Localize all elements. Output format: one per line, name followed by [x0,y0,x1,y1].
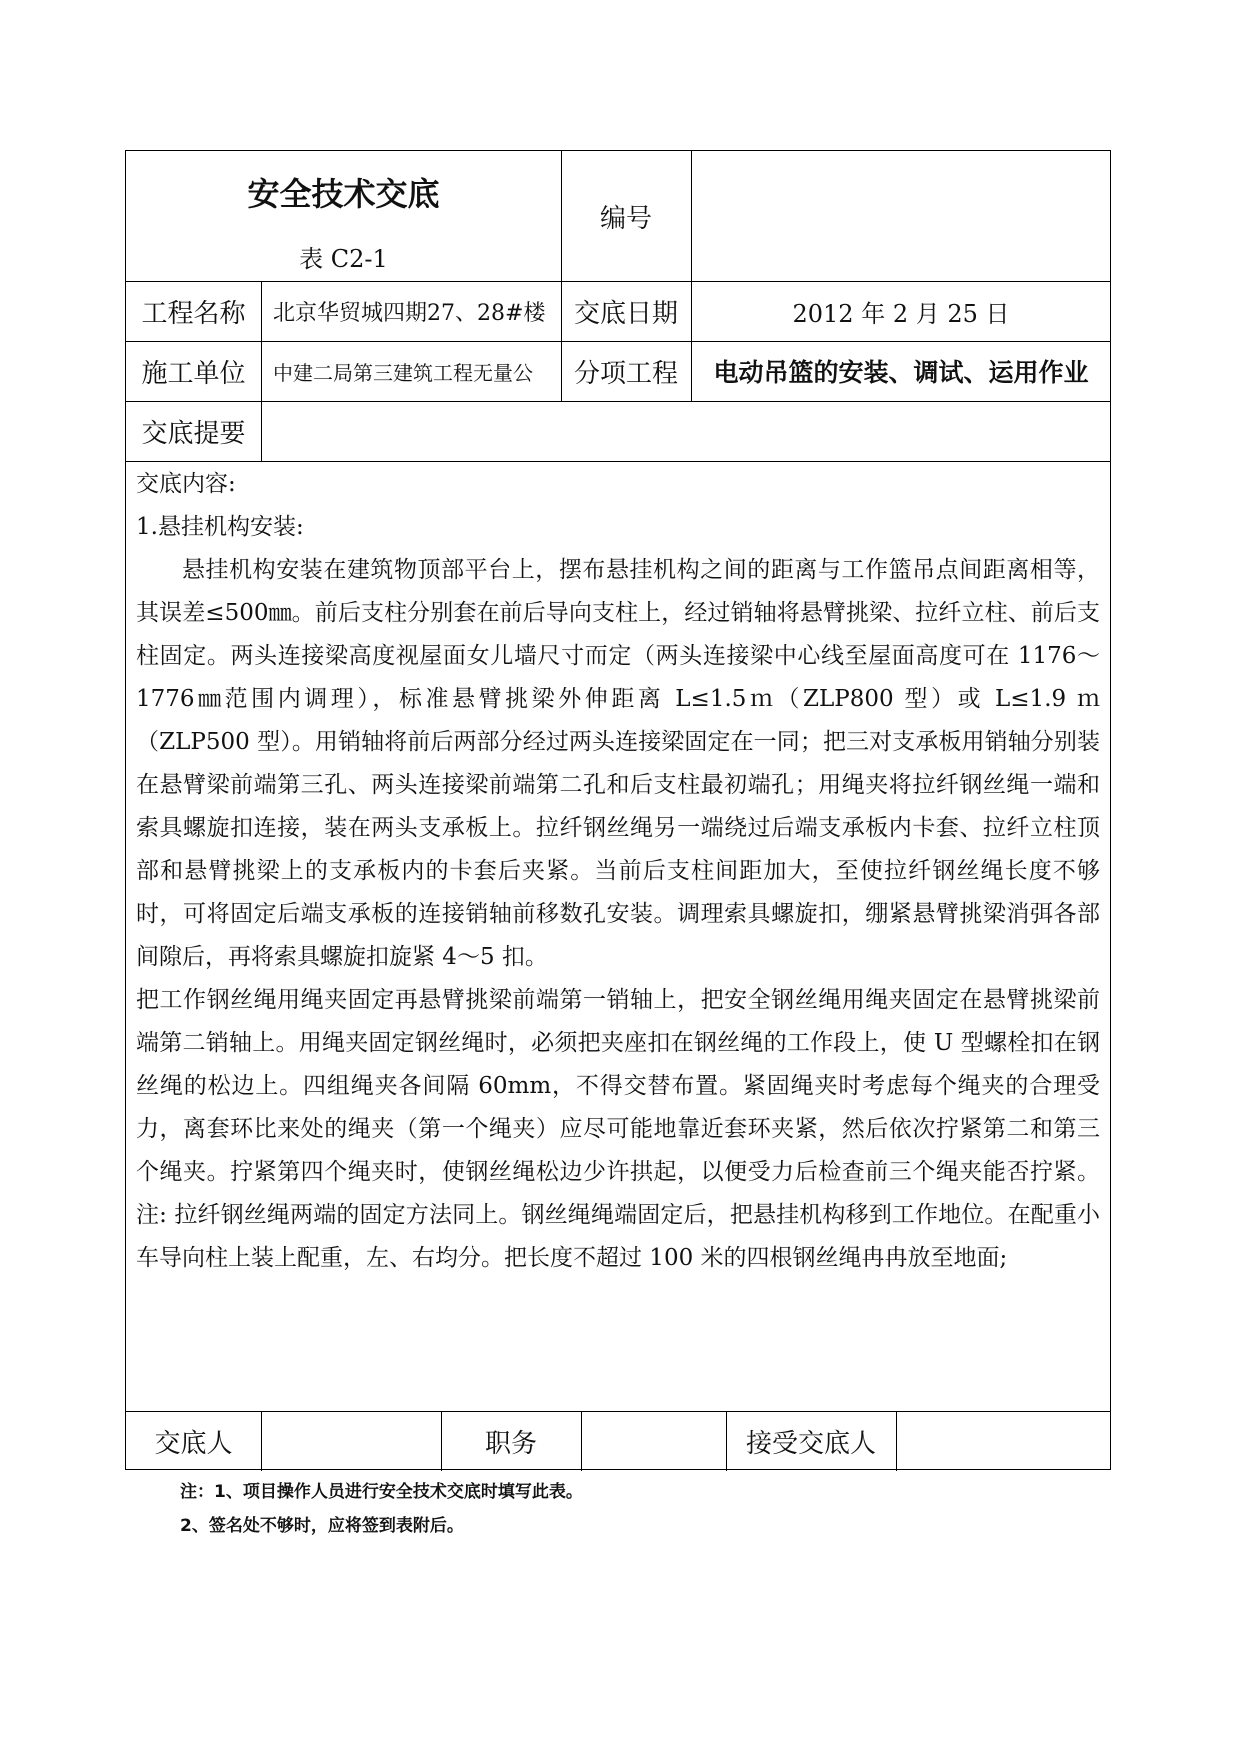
subproject-label: 分项工程 [573,358,678,389]
contractor-label: 施工单位 [141,358,246,389]
number-field[interactable] [691,151,1111,281]
note-line: 2、签名处不够时，应将签到表附后。 [180,1516,464,1536]
content-paragraph: 悬挂机构安装在建筑物顶部平台上，摆布悬挂机构之间的距离与工作篮吊点间距离相等，其误差≤500㎜。前后支柱分别套在前后导向支柱上，经过销轴将悬臂挑梁、拉纤立柱、前后支柱固定。两头连接梁高度视屋面女儿墙尺寸而定（两头连接梁中心线至屋面高度可在 1176～1776㎜范围内调理），标准悬臂挑梁外伸距离 L≤1.5ｍ（ZLP800 型）或 L≤1.9 ｍ（ZLP500 型）。用销轴将前后两部分经过两头连接梁固定在一同；把三对支承板用销轴分别装在悬臂梁前端第三孔、两头连接梁前端第二孔和后支柱最初端孔；用绳夹将拉纤钢丝绳一端和索具螺旋扣连接，装在两头支承板上。拉纤钢丝绳另一端绕过后端支承板内卡套、拉纤立柱顶部和悬臂挑梁上的支承板内的卡套后夹紧。当前后支柱间距加大，至使拉纤钢丝绳长度不够时，可将固定后端支承板的连接销轴前移数孔安装。调理索具螺旋扣，绷紧悬臂挑梁消弭各部间隙后，再将索具螺旋扣旋紧 4～5 扣。 [136,557,1100,970]
form-title: 安全技术交底 [247,175,440,213]
project-name-label: 工程名称 [141,298,246,329]
date-value: 2012 年 2 月 25 日 [792,299,1010,328]
summary-label: 交底提要 [141,418,246,449]
briefing-content [136,463,1100,1280]
row-divider [126,461,1110,462]
form-notes [180,1475,583,1543]
contractor-value: 中建二局第三建筑工程无量公 [273,360,533,385]
section-heading: 1.悬挂机构安装: [136,514,304,540]
content-heading: 交底内容: [136,471,236,497]
form-code: 表 C2-1 [299,245,388,273]
date-label: 交底日期 [573,298,678,329]
safety-briefing-form [125,150,1111,1470]
receiver-label: 接受交底人 [745,1428,876,1459]
number-label: 编号 [599,203,652,234]
presenter-field[interactable] [261,1411,441,1471]
receiver-field[interactable] [896,1411,1111,1471]
presenter-label: 交底人 [154,1428,233,1459]
project-name-value: 北京华贸城四期27、28#楼 [273,300,546,326]
note-line: 注：1、项目操作人员进行安全技术交底时填写此表。 [180,1482,583,1502]
position-label: 职务 [484,1428,537,1459]
summary-field[interactable] [261,401,1111,461]
subproject-value: 电动吊篮的安装、调试、运用作业 [713,358,1089,387]
position-field[interactable] [581,1411,726,1471]
content-paragraph: 把工作钢丝绳用绳夹固定再悬臂挑梁前端第一销轴上，把安全钢丝绳用绳夹固定在悬臂挑梁前端第二销轴上。用绳夹固定钢丝绳时，必须把夹座扣在钢丝绳的工作段上，使 U 型螺栓扣在钢丝绳的松边上。四组绳夹各间隔 60mm，不得交替布置。紧固绳夹时考虑每个绳夹的合理受力，离套环比来处的绳夹（第一个绳夹）应尽可能地靠近套环夹紧，然后依次拧紧第二和第三个绳夹。拧紧第四个绳夹时，使钢丝绳松边少许拱起，以便受力后检查前三个绳夹能否拧紧。注: 拉纤钢丝绳两端的固定方法同上。钢丝绳绳端固定后，把悬挂机构移到工作地位。在配重小车导向柱上装上配重，左、右均分。把长度不超过 100 米的四根钢丝绳冉冉放至地面; [136,987,1100,1271]
